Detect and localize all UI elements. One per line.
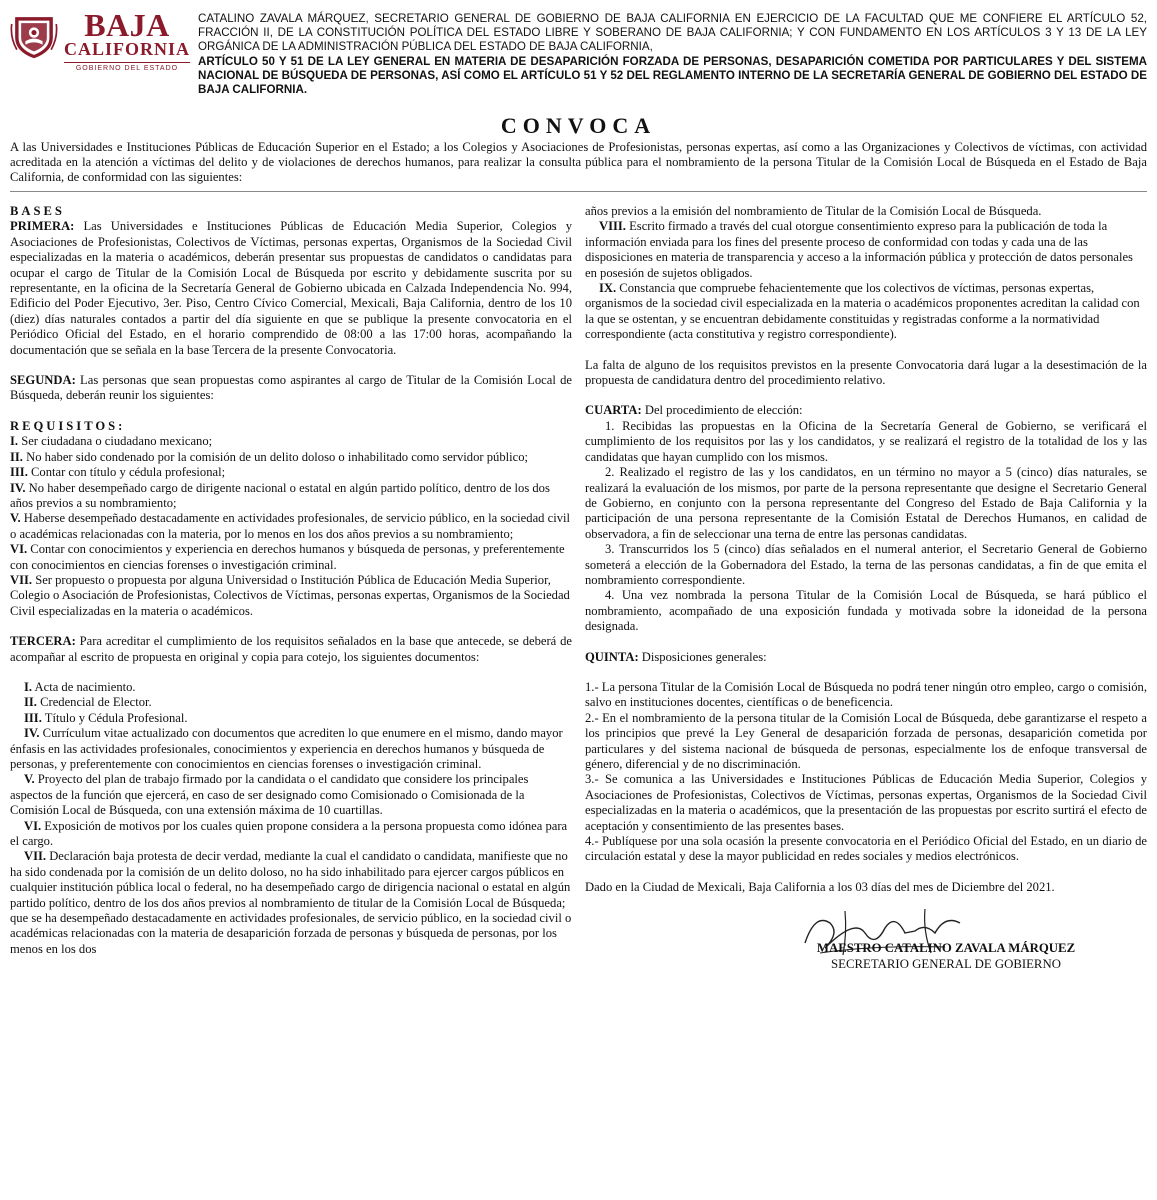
item-number: II. — [24, 695, 37, 710]
falta-paragraph: La falta de alguno de los requisitos previstos en la presente Convocatoria dará lugar a la desestimación de la propuesta de candidatura dentro del procedimiento relativo. — [585, 357, 1147, 388]
item-text: Contar con título y cédula profesional; — [27, 465, 226, 480]
segunda-paragraph — [10, 373, 572, 404]
segunda-label: SEGUNDA: — [10, 373, 76, 388]
primera-text: Las Universidades e Instituciones Públicas de Educación Media Superior, Colegios y Asociaciones de Profesionistas, Colectivos de Víctimas, personas expertas, Organismos de la Sociedad Civil especializadas en la materia o académicos, deberán presentar sus propuestas de candidatos o candidatas para ocupar el cargo de Titular de la Comisión Local de Búsqueda por escrito y debidamente suscrita por su representante, en la oficina de la Secretaría General de Gobierno ubicada en Calzada Independencia No. 994, Edificio del Poder Ejecutivo, 3er. Piso, Centro Cívico Comercial, Mexicali, Baja California, dentro de los 10 (diez) días naturales contados a partir del día siguiente en que se publique la presente convocatoria en el Periódico Oficial del Estado, en el horario comprendido de 08:00 a las 17:00 horas, acompañando la documentación que se señala en la base Tercera de la presente Convocatoria. — [10, 219, 572, 357]
list-item — [10, 542, 572, 573]
brand-wordmark — [63, 7, 190, 72]
list-item — [10, 465, 572, 480]
list-item — [585, 281, 1147, 343]
quinta-label: QUINTA: — [585, 649, 639, 664]
item-text: Declaración baja protesta de decir verdad, mediante la cual el candidato o candidata, manifieste que no ha sido condenada por la comisión de un delito doloso, no ha sido inhabilitado para ejercer cargos públicos en cualquier institución pública local o federal, no ha desempeñado cargo de dirigencia nacional o estatal en algún partido político, dentro de los dos años previos al nombramiento de titular de la Comisión Local de Búsqueda; que se ha desempeñado destacadamente en actividades profesionales, de servicio público, en la sociedad civil o académicas relacionadas con la materia de desaparición forzada de personas y búsqueda de personas, por los menos en los dos — [10, 849, 572, 956]
cuarta-text: Del procedimiento de elección: — [641, 403, 803, 418]
baja-california-logo — [10, 8, 190, 72]
divider — [10, 191, 1147, 192]
item-number: VI. — [10, 542, 28, 557]
item-text: Currículum vitae actualizado con documentos que acrediten lo que enumere en el mismo, dando mayor énfasis en las actividades profesionales, conocimientos y experiencia en derechos humanos y búsqueda de personas, y preferentemente con conocimientos en ciencias forenses o investigación criminal. — [10, 726, 563, 771]
brand-line-3: GOBIERNO DEL ESTADO — [64, 62, 190, 72]
state-seal-icon — [10, 8, 58, 64]
item-number: V. — [24, 772, 35, 787]
list-item: 1. Recibidas las propuestas en la Oficina de la Secretaría General de Gobierno, se verificará el cumplimiento de los requisitos por las y los candidatos, y se realizará el registro de la totalidad de los y las candidatas que hayan cumplido con los mismos. — [585, 418, 1147, 464]
list-item: 4. Una vez nombrada la persona Titular de la Comisión Local de Búsqueda, se hará público el nombramiento, acompañado de una exposición fundada y motivada sobre la idoneidad de la persona designada. — [585, 588, 1147, 634]
item-text: Credencial de Elector. — [36, 695, 152, 710]
tercera-label: TERCERA: — [10, 634, 76, 649]
tercera-paragraph — [10, 634, 572, 665]
dado-paragraph: Dado en la Ciudad de Mexicali, Baja California a los 03 días del mes de Diciembre del 2021. — [585, 879, 1055, 894]
segunda-text: Las personas que sean propuestas como aspirantes al cargo de Titular de la Comisión Local de Búsqueda, deberán reunir los siguientes: — [10, 373, 572, 403]
list-item — [10, 573, 572, 619]
list-item — [10, 772, 572, 818]
list-item — [10, 680, 572, 695]
list-item — [10, 434, 572, 449]
item-number: VIII. — [599, 219, 626, 234]
item-text: Escrito firmado a través del cual otorgue consentimiento expreso para la publicación de toda la información enviada para los fines del presente proceso de conformidad con todas y cada una de las disposiciones en materia de transparencia y acceso a la información pública y protección de datos personales en posesión de sujetos obligados. — [585, 219, 1133, 280]
list-item — [10, 695, 572, 710]
signer-name: MAESTRO CATALINO ZAVALA MÁRQUEZ — [816, 941, 1076, 956]
list-item: 2.- En el nombramiento de la persona titular de la Comisión Local de Búsqueda, debe garantizarse el respeto a los principios que prevé la Ley General de desaparición forzada de personas, desaparición cometida por particulares y del sistema nacional de búsqueda de personas, especialmente los de enfoque transversal de género, diferencial y de no discriminación. — [585, 710, 1147, 771]
item-number: IV. — [24, 726, 40, 741]
list-item: 3. Transcurridos los 5 (cinco) días señalados en el numeral anterior, el Secretario General de Gobierno someterá a elección de la Gobernadora del Estado, la terna de las personas candidatas, a fin de que emita el nombramiento correspondiente. — [585, 542, 1147, 587]
item-text: No haber sido condenado por la comisión de un delito doloso o inhabilitado como servidor público; — [22, 449, 529, 464]
list-item — [10, 511, 572, 542]
list-item — [10, 450, 572, 465]
item-text: Exposición de motivos por los cuales quien propone considera a la persona propuesta como idónea para el cargo. — [10, 818, 568, 849]
item-number: IV. — [10, 480, 26, 495]
item-number: VII. — [10, 572, 33, 587]
item-number: VI. — [24, 818, 42, 833]
left-column — [10, 204, 572, 993]
list-item: 1.- La persona Titular de la Comisión Local de Búsqueda no podrá tener ningún otro empleo, cargo o comisión, salvo en instituciones docentes, científicas o de beneficencia. — [585, 679, 1147, 710]
primera-label: PRIMERA: — [10, 219, 75, 234]
item-number: I. — [24, 679, 33, 694]
requisitos-heading: REQUISITOS: — [10, 418, 126, 433]
quinta-paragraph — [585, 650, 1147, 665]
list-item — [10, 849, 572, 957]
header-bold-text: ARTÍCULO 50 Y 51 DE LA LEY GENERAL EN MATERIA DE DESAPARICIÓN FORZADA DE PERSONAS, DESAPARICIÓN COMETIDA POR PARTICULARES Y DEL SISTEMA NACIONAL DE BÚSQUEDA DE PERSONAS, ASÍ COMO EL ARTÍCULO 51 Y 52 DEL REGLAMENTO INTERNO DE LA SECRETARÍA GENERAL DE GOBIERNO DEL ESTADO DE BAJA CALIFORNIA. — [198, 54, 1147, 97]
continuation-text: años previos a la emisión del nombramiento de Titular de la Comisión Local de Búsqueda. — [585, 204, 1042, 218]
item-number: III. — [10, 465, 28, 480]
item-text: Acta de nacimiento. — [32, 679, 136, 694]
item-number: II. — [10, 449, 23, 464]
list-item: 3.- Se comunica a las Universidades e Instituciones Públicas de Educación Media Superior, Colegios y Asociaciones de Profesionistas, Colectivos de Víctimas, personas expertas, Organismos de la Sociedad Civil especializadas en la materia o académicos, que la presentación de las propuestas por escrito surtirá el efecto de aceptación y consentimiento de las presentes bases. — [585, 772, 1147, 833]
document-header — [10, 8, 1147, 110]
item-text: Ser propuesto o propuesta por alguna Universidad o Institución Pública de Educación Media Superior, Colegio o Asociación de Profesionistas, Colectivos de Víctimas, personas expertas, Organismos de la Sociedad Civil especializadas en la materia o académicos. — [10, 572, 570, 618]
brand-line-2: CALIFORNIA — [63, 39, 190, 59]
tercera-text: Para acreditar el cumplimiento de los requisitos señalados en la base que antecede, se deberá de acompañar al escrito de propuesta en original y copia para cotejo, los siguientes documentos: — [10, 634, 572, 664]
page-title: CONVOCA — [500, 113, 657, 138]
list-item — [10, 481, 572, 512]
cuarta-label: CUARTA: — [585, 403, 642, 418]
item-text: No haber desempeñado cargo de dirigente nacional o estatal en algún partido político, dentro de los dos años previos a su nombramiento; — [10, 480, 550, 510]
signature-block — [585, 903, 1147, 993]
primera-paragraph — [10, 219, 572, 358]
header-preamble — [198, 8, 1147, 97]
list-item — [585, 219, 1147, 281]
cuarta-paragraph — [585, 403, 1147, 418]
list-item: 2. Realizado el registro de las y los candidatos, en un término no mayor a 5 (cinco) días naturales, se realizará la evaluación de los mismos, por parte de la persona representante que designe el Secretario General de Gobierno, en conjunto con la persona representante del Congreso del Estado de Baja California y la participación de una persona representante de la Comisión Estatal de Derechos Humanos, en calidad de observadora, a fin de seleccionar una terna de entre las personas candidatas. — [585, 465, 1147, 541]
bases-heading: BASES — [10, 204, 65, 218]
list-item — [10, 819, 572, 850]
signer-title: SECRETARIO GENERAL DE GOBIERNO — [831, 957, 1061, 972]
item-number: III. — [24, 710, 42, 725]
body-columns — [10, 204, 1147, 993]
item-text: Ser ciudadana o ciudadano mexicano; — [18, 434, 213, 449]
item-number: V. — [10, 511, 21, 526]
brand-line-1: BAJA — [84, 7, 170, 43]
intro-paragraph: A las Universidades e Instituciones Públicas de Educación Superior en el Estado; a los Colegios y Asociaciones de Profesionistas, personas expertas, así como a las Organizaciones y Colectivos de víctimas, con actividad acreditada en la atención a víctimas del delito y de violaciones de derechos humanos, para realizar la consulta pública para el nombramiento de la persona Titular de la Comisión Local de Búsqueda en el Estado de Baja California, de conformidad con las siguientes: — [10, 140, 1147, 184]
item-number: IX. — [599, 281, 617, 296]
item-text: Haberse desempeñado destacadamente en actividades profesionales, de servicio público, en la sociedad civil o académicas relacionadas con la materia, por lo menos en los dos años previos a su nombramiento; — [10, 511, 570, 541]
item-text: Constancia que compruebe fehacientemente que los colectivos de víctimas, personas expertas, organismos de la sociedad civil especializada en la materia o académicos proponentes acreditan la calidad con la que se ostentan, y se encuentran debidamente constituidas y registradas conforme a la normatividad correspondiente (acta constitutiva y registro correspondiente). — [585, 281, 1140, 342]
item-text: Proyecto del plan de trabajo firmado por la candidata o el candidato que considere los principales aspectos de la función que ejercerá, en caso de ser designado como Comisionado o Comisionada de la Comisión Local de Búsqueda, con una extensión máxima de 10 cuartillas. — [10, 772, 529, 818]
item-text: Título y Cédula Profesional. — [41, 710, 188, 725]
quinta-text: Disposiciones generales: — [638, 649, 767, 664]
list-item — [10, 711, 572, 726]
list-item — [10, 726, 572, 772]
item-text: Contar con conocimientos y experiencia en derechos humanos y búsqueda de personas, y preferentemente con conocimientos en ciencias forenses o investigación criminal. — [10, 542, 565, 572]
item-number: VII. — [24, 849, 47, 864]
list-item: 4.- Publíquese por una sola ocasión la presente convocatoria en el Periódico Oficial del Estado, en un diario de circulación estatal y dese la mayor publicidad en redes sociales y medios electrónicos. — [585, 834, 1147, 864]
header-text: CATALINO ZAVALA MÁRQUEZ, SECRETARIO GENERAL DE GOBIERNO DE BAJA CALIFORNIA EN EJERCICIO DE LA FACULTAD QUE ME CONFIERE EL ARTÍCULO 52, FRACCIÓN II, DE LA CONSTITUCIÓN POLÍTICA DEL ESTADO LIBRE Y SOBERANO DE BAJA CALIFORNIA; Y CON FUNDAMENTO EN LOS ARTÍCULOS 3 Y 13 DE LA LEY ORGÁNICA DE LA ADMINISTRACIÓN PÚBLICA DEL ESTADO DE BAJA CALIFORNIA, — [198, 12, 1147, 54]
right-column — [585, 204, 1147, 993]
item-number: I. — [10, 434, 19, 449]
